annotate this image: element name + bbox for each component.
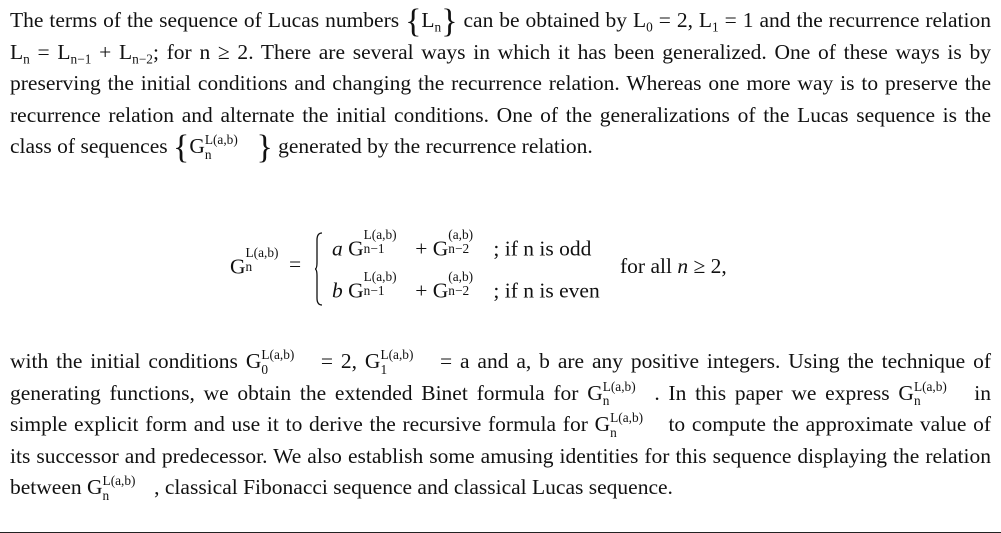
lucas-initial-conditions: $L_0 = 2$, $L_1 = 1$ [632, 8, 754, 35]
cases-brace [315, 232, 323, 306]
intro-paragraph: The terms of the sequence of Lucas numbers $\{L_n\}$ can be obtained by $L_0 = 2$, $L_1 = 1$ and the recurrence relation $L_n = L_{n-1} + L_{n-2}$; for n ≥ 2. There are several ways in which it has been generalized. One of these ways is by preserving the initial conditions and changing the recurrence relation. Whereas one more way is to preserve the recurrence relation and alternate the initial conditions. One of the generalizations of the Lucas sequence is the class of sequences {G L(a,b) n } generated by the recurrence relation. [10, 3, 991, 166]
abstract-paragraph: with the initial conditions G L(a,b) 0 = 2, G L(a,b) 1 = a and a, b are any positive integers. Using the technique of generating functions, we obtain the extended Binet formula for G L(a,b) n . In this paper we express G L(a,b) n in simple explicit form and use it to derive the recursive formula for G L(a,b) n to compute the approximate value of its successor and predecessor. We also establish some amusing identities for this sequence displaying the relation between G L(a,b) n , classical Fibonacci sequence and classical Lucas sequence. [10, 347, 992, 503]
equation-case-odd: a G L(a,b) n−1 + G (a,b) n−2 ; if n is odd [332, 226, 592, 261]
generalized-sequence-term: G L(a,b) n [87, 473, 136, 503]
equation-case-even: b G L(a,b) n−1 + G (a,b) n−2 ; if n is even [332, 268, 600, 303]
generalized-sequence-term: G L(a,b) n [587, 378, 636, 409]
equals-sign: = [289, 252, 302, 276]
equation-condition: for all n ≥ 2, [620, 254, 727, 278]
generalized-sequence-term: G L(a,b) n [594, 410, 644, 440]
equation-lhs: G L(a,b) n [230, 244, 279, 279]
lucas-sequence-symbol: $\{L_n\}$ [405, 3, 458, 40]
generalized-initial-conditions: G L(a,b) 0 = 2, G L(a,b) 1 = a [245, 347, 470, 377]
lucas-recurrence: $L_n = L_{n-1} + L_{n-2}$ [10, 39, 153, 67]
generalized-sequence-symbol: {G L(a,b) n } [172, 129, 273, 166]
recurrence-equation [0, 228, 1001, 308]
index-condition: n ≥ 2 [199, 39, 249, 64]
generalized-sequence-term: G L(a,b) n [898, 378, 947, 409]
